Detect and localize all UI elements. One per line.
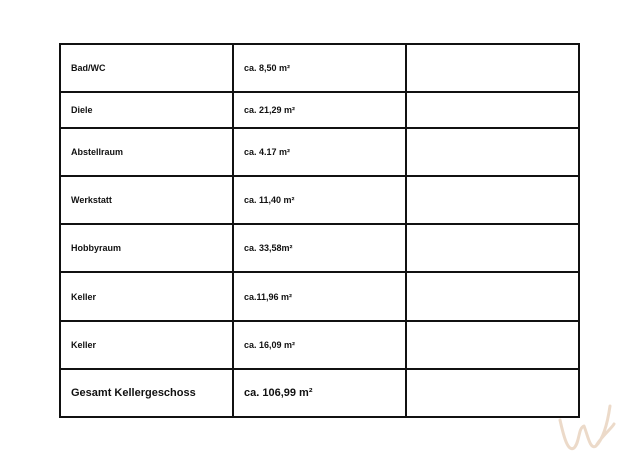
empty-cell (406, 176, 579, 224)
room-area-cell: ca. 21,29 m² (233, 92, 406, 128)
empty-cell (406, 224, 579, 272)
room-name-cell: Diele (60, 92, 233, 128)
table-row (60, 44, 579, 92)
room-area-cell: ca.11,96 m² (233, 272, 406, 321)
empty-cell (406, 272, 579, 321)
empty-cell (406, 128, 579, 176)
room-area-cell: ca. 16,09 m² (233, 321, 406, 369)
table-row (60, 224, 579, 272)
table-row (60, 92, 579, 128)
room-area-cell: ca. 11,40 m² (233, 176, 406, 224)
room-area-cell: ca. 8,50 m² (233, 44, 406, 92)
room-area-table (59, 43, 580, 418)
total-row (60, 369, 579, 417)
empty-cell (406, 92, 579, 128)
empty-cell (406, 44, 579, 92)
table-row (60, 128, 579, 176)
room-name-cell: Hobbyraum (60, 224, 233, 272)
room-name-cell: Werkstatt (60, 176, 233, 224)
total-area-cell: ca. 106,99 m² (233, 369, 406, 417)
room-name-cell: Keller (60, 272, 233, 321)
room-name-cell: Bad/WC (60, 44, 233, 92)
watermark-logo-icon (552, 398, 616, 462)
room-name-cell: Keller (60, 321, 233, 369)
empty-cell (406, 321, 579, 369)
table-row (60, 321, 579, 369)
watermark-stroke (560, 406, 614, 449)
room-name-cell: Abstellraum (60, 128, 233, 176)
table-row (60, 176, 579, 224)
total-label-cell: Gesamt Kellergeschoss (60, 369, 233, 417)
room-area-cell: ca. 33,58m² (233, 224, 406, 272)
table-row (60, 272, 579, 321)
room-area-cell: ca. 4.17 m² (233, 128, 406, 176)
